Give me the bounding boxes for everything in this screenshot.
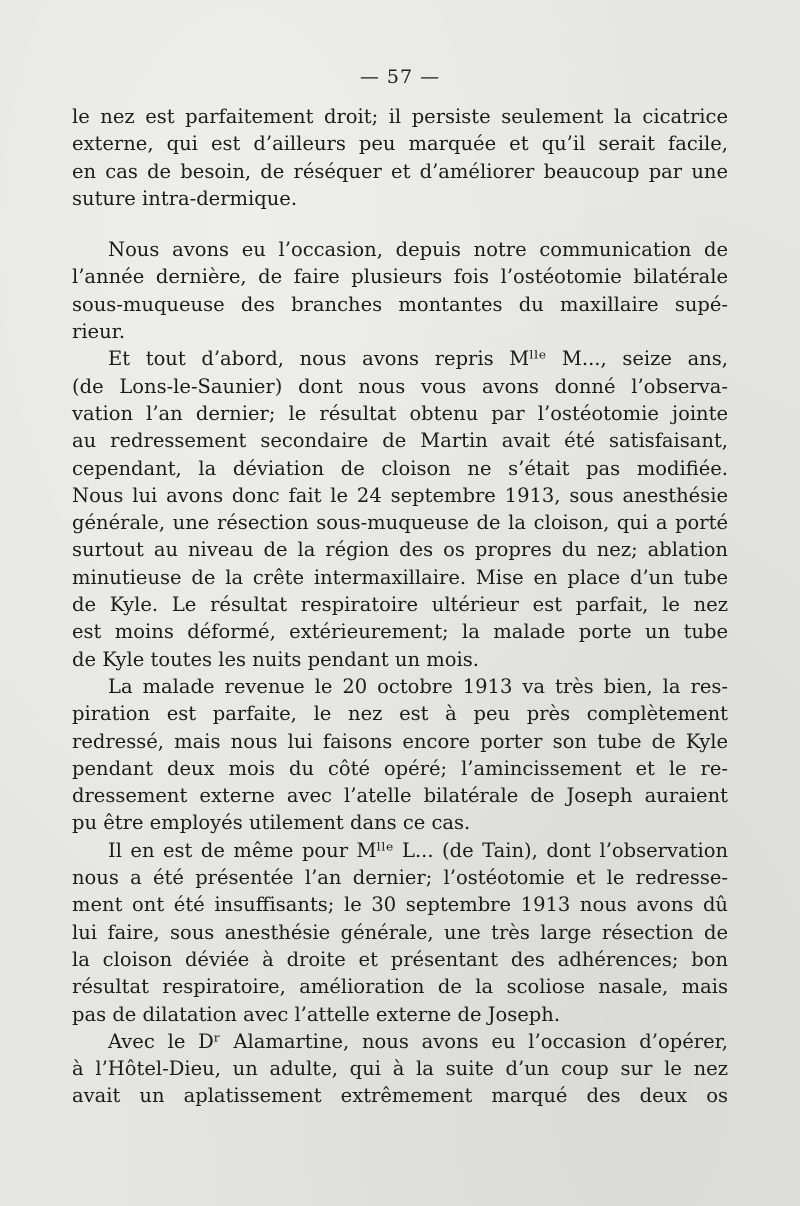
text-line: générale, une résection sous-muqueuse de la cloison, qui a porté — [72, 511, 728, 535]
text-line: externe, qui est d’ailleurs peu marquée et qu’il serait facile, — [72, 132, 728, 156]
text-line: avait un aplatissement extrêmement marqué des deux os — [72, 1084, 728, 1108]
text-line: rieur. — [72, 320, 126, 344]
text-line: en cas de besoin, de réséquer et d’améliorer beaucoup par une — [72, 159, 728, 183]
text-line: au redressement secondaire de Martin avait été satisfaisant, — [72, 429, 728, 453]
text-line: ment ont été insuffisants; le 30 septembre 1913 nous avons dû — [72, 893, 728, 917]
text-line: Il en est de même pour Mˡˡᵉ L... (de Tain), dont l’observation — [108, 838, 728, 862]
text-line: suture intra-dermique. — [72, 186, 298, 210]
text-line: sous-muqueuse des branches montantes du maxillaire supé- — [72, 292, 728, 316]
text-line: lui faire, sous anesthésie générale, une très large résection de — [72, 920, 728, 944]
text-line: Nous avons eu l’occasion, depuis notre communication de — [108, 238, 728, 262]
text-line: redressé, mais nous lui faisons encore porter son tube de Kyle — [72, 729, 728, 753]
text-line: (de Lons-le-Saunier) dont nous vous avons donné l’observa- — [72, 374, 728, 398]
paragraph-2 — [72, 236, 728, 345]
paragraph-5 — [72, 837, 728, 1028]
text-line: l’année dernière, de faire plusieurs fois l’ostéotomie bilatérale — [72, 265, 728, 289]
text-line: vation l’an dernier; le résultat obtenu par l’ostéotomie jointe — [72, 401, 728, 425]
text-line: de Kyle toutes les nuits pendant un mois. — [72, 647, 479, 671]
text-line: Nous lui avons donc fait le 24 septembre 1913, sous anesthésie — [72, 483, 728, 507]
text-line: Et tout d’abord, nous avons repris Mˡˡᵉ M..., seize ans, — [108, 347, 728, 371]
paragraph-1 — [72, 103, 728, 212]
text-line: pas de dilatation avec l’attelle externe de Joseph. — [72, 1002, 561, 1026]
text-line: pu être employés utilement dans ce cas. — [72, 811, 471, 835]
text-line: Avec le Dʳ Alamartine, nous avons eu l’occasion d’opérer, — [108, 1029, 728, 1053]
paragraph-3 — [72, 345, 728, 673]
text-line: le nez est parfaitement droit; il persiste seulement la cicatrice — [72, 105, 728, 128]
text-line: est moins déformé, extérieurement; la malade porte un tube — [72, 620, 728, 644]
text-line: La malade revenue le 20 octobre 1913 va très bien, la res- — [108, 674, 728, 698]
text-line: nous a été présentée l’an dernier; l’ostéotomie et le redresse- — [72, 866, 728, 890]
text-line: dressement externe avec l’atelle bilatérale de Joseph auraient — [72, 784, 728, 808]
paragraph-6 — [72, 1028, 728, 1110]
text-line: résultat respiratoire, amélioration de la scoliose nasale, mais — [72, 975, 728, 999]
text-line: cependant, la déviation de cloison ne s’était pas modifiée. — [72, 456, 728, 480]
text-line: à l’Hôtel-Dieu, un adulte, qui à la suite d’un coup sur le nez — [72, 1057, 728, 1081]
text-line: surtout au niveau de la région des os propres du nez; ablation — [72, 538, 728, 562]
text-line: pendant deux mois du côté opéré; l’amincissement et le re- — [72, 756, 728, 780]
text-line: piration est parfaite, le nez est à peu près complètement — [72, 702, 728, 726]
text-line: la cloison déviée à droite et présentant des adhérences; bon — [72, 947, 728, 971]
paragraph-4 — [72, 673, 728, 837]
text-line: minutieuse de la crête intermaxillaire. Mise en place d’un tube — [72, 565, 728, 589]
page-number: — 57 — — [359, 66, 441, 88]
body-text — [72, 103, 728, 1110]
text-line: de Kyle. Le résultat respiratoire ultérieur est parfait, le nez — [72, 593, 728, 617]
